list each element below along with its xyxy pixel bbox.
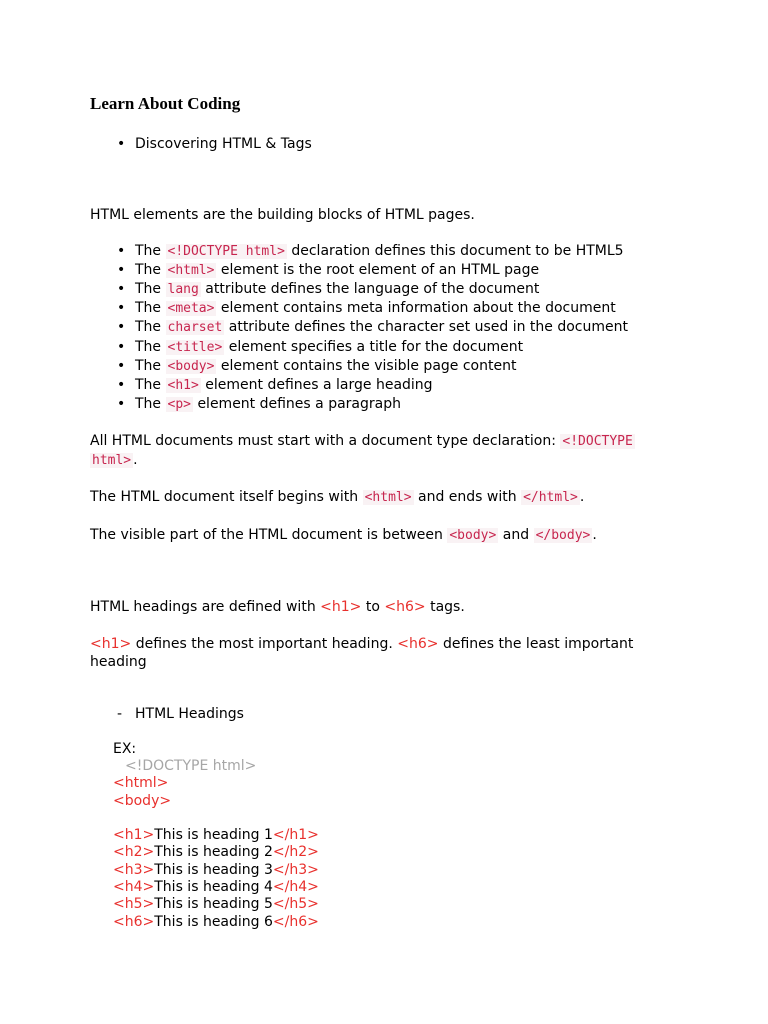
- example-doctype: <!DOCTYPE html>: [125, 758, 257, 774]
- example-close-tag: </h2>: [272, 844, 319, 861]
- begins-code-open: <html>: [364, 490, 412, 505]
- important-para-text2: defines the least important: [442, 636, 634, 652]
- doctype-para-text: All HTML documents must start with a document type declaration:: [90, 433, 556, 449]
- example-close-tag: </h3>: [272, 861, 319, 878]
- example-label: EX:: [113, 741, 137, 757]
- visible-code-open: <body>: [449, 528, 497, 543]
- important-para-text1: defines the most important heading.: [135, 636, 393, 652]
- bullet-post-text: attribute defines the language of the document: [205, 281, 540, 298]
- example-html-tag: <html>: [113, 775, 169, 791]
- bullet-pre-text: The: [135, 281, 162, 298]
- bullet-post-text: element is the root element of an HTML page: [220, 262, 540, 279]
- visible-para-mid: and: [502, 527, 530, 543]
- headings-tag-h1: <h1>: [320, 599, 362, 615]
- bullet-pre-text: The: [135, 262, 162, 279]
- bullet-dot: •: [117, 395, 126, 412]
- bullet-pre-text: The: [135, 319, 162, 336]
- element-bullet-item: [135, 377, 433, 393]
- bullet-dot: •: [117, 136, 126, 152]
- bullet-dot: •: [117, 262, 126, 279]
- bullet-post-text: element contains meta information about the document: [220, 300, 616, 317]
- example-close-tag: </h1>: [272, 827, 319, 843]
- bullet-pre-text: The: [135, 395, 162, 412]
- example-heading-row: [113, 827, 319, 843]
- element-bullet-item: [135, 300, 616, 316]
- doctype-paragraph: [90, 433, 635, 449]
- important-tag-h6: <h6>: [397, 636, 439, 652]
- bullet-post-text: element specifies a title for the document: [228, 338, 524, 355]
- visible-paragraph: [90, 527, 597, 543]
- headings-para-end: tags.: [430, 599, 465, 615]
- bullet-post-text: attribute defines the character set used in the document: [228, 319, 628, 336]
- bullet-code: <body>: [167, 358, 215, 374]
- bullet-dot: •: [117, 300, 126, 317]
- bullet-code: lang: [167, 282, 199, 298]
- bullet-code: charset: [167, 320, 223, 336]
- bullet-code: <meta>: [167, 301, 215, 317]
- bullet-pre-text: The: [135, 357, 162, 374]
- bullet-pre-text: The: [135, 376, 162, 393]
- begins-code-close: </html>: [523, 490, 578, 505]
- example-open-tag: <h4>: [113, 878, 155, 895]
- important-paragraph: [90, 636, 633, 652]
- bullet-post-text: element contains the visible page content: [220, 357, 517, 374]
- bullet-pre-text: The: [135, 338, 162, 355]
- bullet-code: <p>: [167, 396, 191, 412]
- example-heading-row: [113, 914, 319, 930]
- doctype-paragraph-line2: [90, 452, 138, 468]
- example-heading-text: This is heading 5: [154, 896, 273, 913]
- element-bullet-item: [135, 243, 624, 259]
- important-paragraph-line2: heading: [90, 654, 147, 670]
- bullet-post-text: declaration defines this document to be HTML5: [291, 243, 624, 259]
- example-heading-row: [113, 844, 319, 860]
- bullet-code: <title>: [167, 339, 223, 355]
- bullet-post-text: element defines a paragraph: [197, 395, 401, 412]
- example-open-tag: <h2>: [113, 844, 155, 861]
- example-close-tag: </h5>: [272, 896, 319, 913]
- bullet-dot: •: [117, 338, 126, 355]
- element-bullet-item: [135, 339, 523, 355]
- doctype-code-b: html>: [92, 453, 132, 468]
- example-open-tag: <h3>: [113, 861, 155, 878]
- bullet-dot: •: [117, 243, 126, 259]
- example-body-tag: <body>: [113, 793, 172, 809]
- example-heading-row: [113, 879, 319, 895]
- headings-para-text: HTML headings are defined with: [90, 599, 316, 615]
- doctype-code-a: <!DOCTYPE: [562, 434, 633, 449]
- example-close-tag: </h6>: [272, 913, 319, 930]
- example-open-tag: <h5>: [113, 896, 155, 913]
- bullet-code: <h1>: [167, 377, 199, 393]
- visible-code-close: </body>: [535, 528, 591, 543]
- important-tag-h1: <h1>: [90, 636, 132, 652]
- bullet-code: <!DOCTYPE html>: [167, 244, 285, 259]
- page-title: Learn About Coding: [90, 94, 241, 113]
- dash-marker: -: [117, 706, 123, 722]
- bullet-dot: •: [117, 376, 126, 393]
- example-open-tag: <h1>: [113, 827, 155, 843]
- bullet-pre-text: The: [135, 243, 162, 259]
- headings-para-mid: to: [365, 599, 380, 615]
- bullet-dot: •: [117, 357, 126, 374]
- bullet-code: <html>: [167, 263, 215, 279]
- begins-para-text: The HTML document itself begins with: [90, 489, 359, 505]
- visible-para-text: The visible part of the HTML document is between: [90, 527, 443, 543]
- example-close-tag: </h4>: [272, 878, 319, 895]
- example-heading-row: [113, 896, 319, 912]
- elements-intro: HTML elements are the building blocks of HTML pages.: [90, 207, 475, 223]
- visible-para-end: .: [592, 527, 597, 543]
- element-bullet-item: [135, 281, 539, 297]
- bullet-dot: •: [117, 281, 126, 298]
- element-bullet-item: [135, 396, 401, 412]
- example-open-tag: <h6>: [113, 913, 155, 930]
- element-bullet-item: [135, 262, 539, 278]
- begins-para-end: .: [579, 489, 585, 505]
- begins-paragraph: [90, 489, 584, 505]
- example-heading-row: [113, 862, 319, 878]
- example-heading-text: This is heading 6: [154, 913, 273, 930]
- headings-paragraph: [90, 599, 465, 615]
- dash-item: HTML Headings: [135, 706, 244, 722]
- example-heading-text: This is heading 3: [154, 861, 273, 878]
- bullet-dot: •: [117, 319, 126, 336]
- intro-bullet: Discovering HTML & Tags: [135, 136, 312, 152]
- bullet-post-text: element defines a large heading: [205, 376, 433, 393]
- example-heading-text: This is heading 2: [154, 844, 273, 861]
- element-bullet-item: [135, 358, 516, 374]
- headings-tag-h6: <h6>: [384, 599, 426, 615]
- begins-para-mid: and ends with: [418, 489, 517, 505]
- bullet-pre-text: The: [135, 300, 162, 317]
- example-heading-text: This is heading 4: [154, 878, 273, 895]
- doctype-para-end: .: [133, 452, 138, 468]
- example-heading-text: This is heading 1: [154, 827, 273, 843]
- element-bullet-item: [135, 319, 628, 335]
